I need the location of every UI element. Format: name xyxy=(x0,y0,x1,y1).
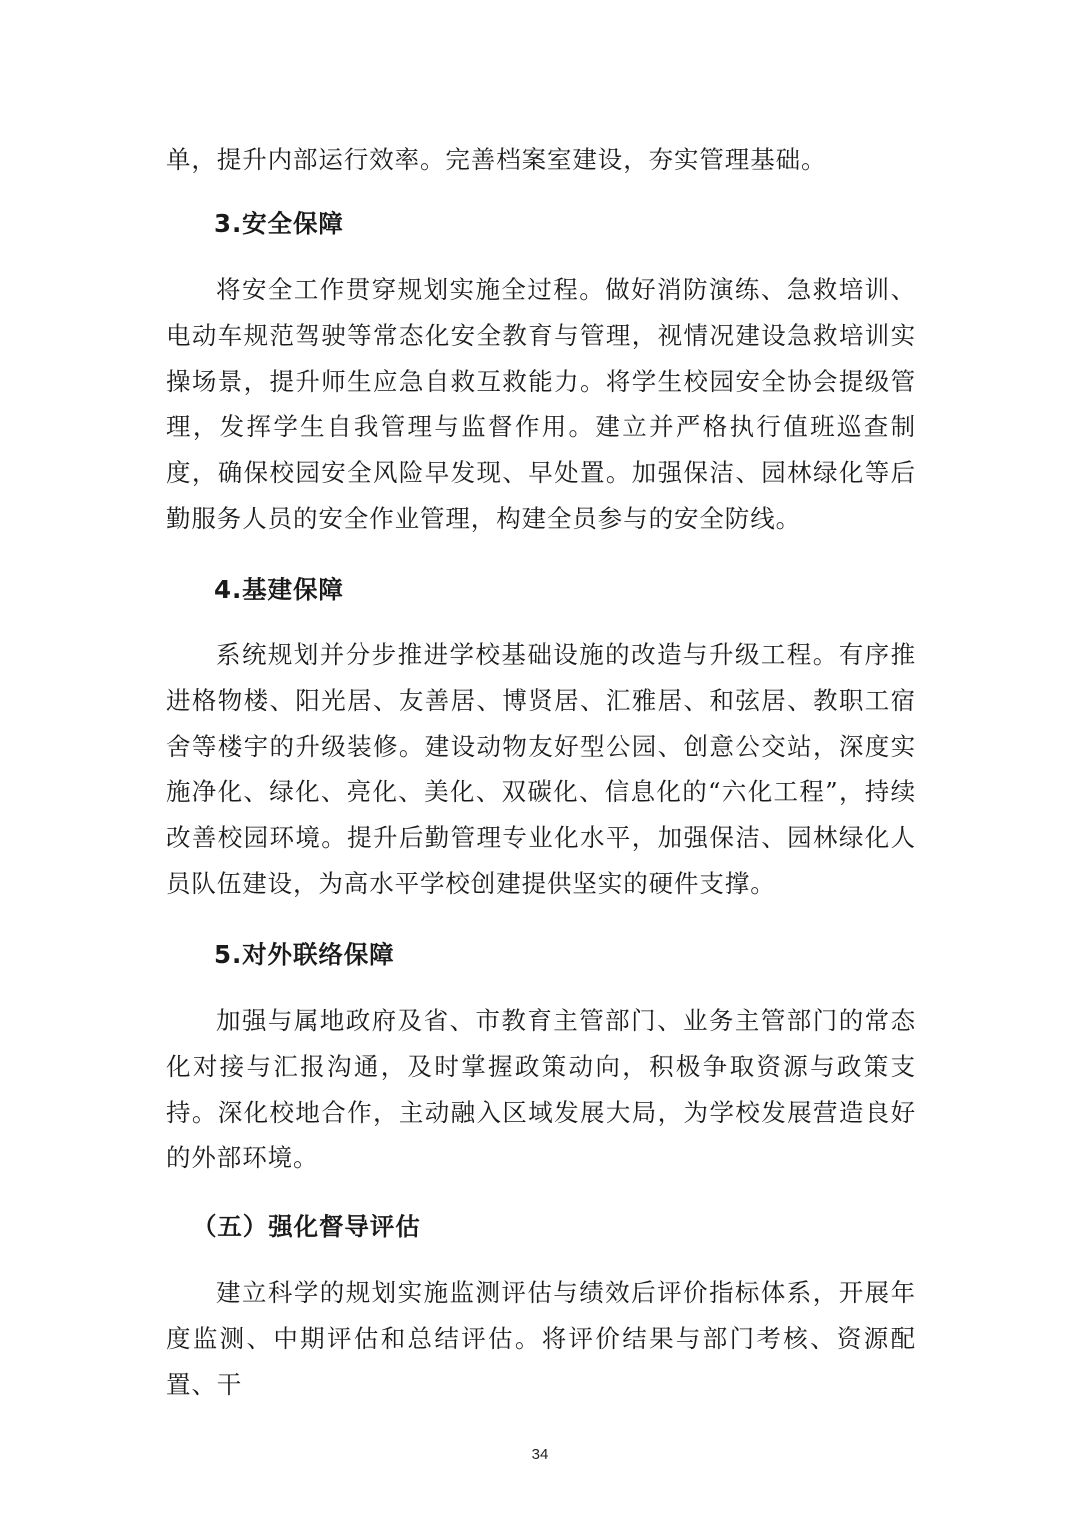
paragraph-evaluation: 建立科学的规划实施监测评估与绩效后评价指标体系，开展年度监测、中期评估和总结评估。将评价结果与部门考核、资源配置、干 xyxy=(166,1278,916,1399)
paragraph-continuation: 单，提升内部运行效率。完善档案室建设，夯实管理基础。 xyxy=(166,145,827,174)
heading-external-liaison: 5.对外联络保障 xyxy=(214,940,395,969)
heading-safety-guarantee: 3.安全保障 xyxy=(214,209,344,238)
heading-supervision-evaluation: （五）强化督导评估 xyxy=(192,1212,421,1241)
heading-infrastructure-guarantee: 4.基建保障 xyxy=(214,575,344,604)
paragraph-safety: 将安全工作贯穿规划实施全过程。做好消防演练、急救培训、电动车规范驾驶等常态化安全教育与管理，视情况建设急救培训实操场景，提升师生应急自救互救能力。将学生校园安全协会提级管理，发挥学生自我管理与监督作用。建立并严格执行值班巡查制度，确保校园安全风险早发现、早处置。加强保洁、园林绿化等后勤服务人员的安全作业管理，构建全员参与的安全防线。 xyxy=(166,275,916,533)
page-number: 34 xyxy=(531,1446,549,1463)
paragraph-external-liaison: 加强与属地政府及省、市教育主管部门、业务主管部门的常态化对接与汇报沟通，及时掌握政策动向，积极争取资源与政策支持。深化校地合作，主动融入区域发展大局，为学校发展营造良好的外部环境。 xyxy=(166,1006,916,1173)
paragraph-infrastructure: 系统规划并分步推进学校基础设施的改造与升级工程。有序推进格物楼、阳光居、友善居、博贤居、汇雅居、和弦居、教职工宿舍等楼宇的升级装修。建设动物友好型公园、创意公交站，深度实施净化、绿化、亮化、美化、双碳化、信息化的“六化工程”，持续改善校园环境。提升后勤管理专业化水平，加强保洁、园林绿化人员队伍建设，为高水平学校创建提供坚实的硬件支撑。 xyxy=(166,640,916,898)
